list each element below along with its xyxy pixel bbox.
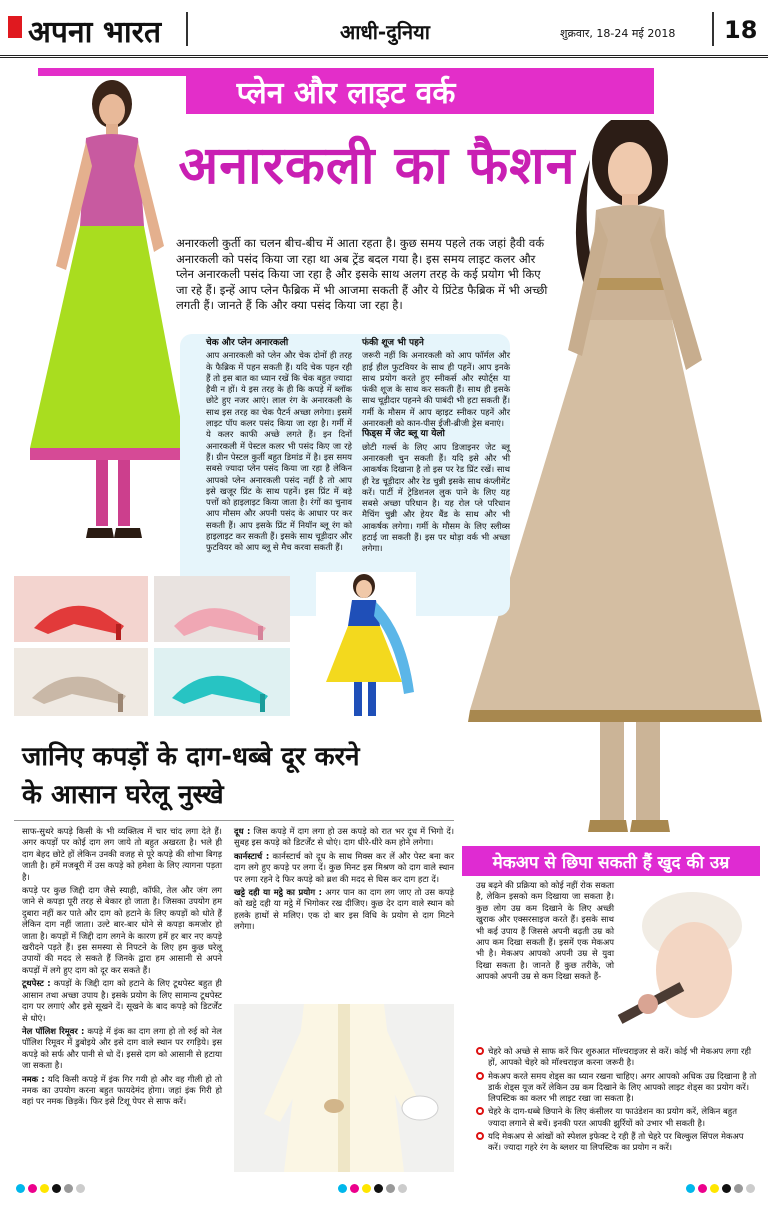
registration-dot — [746, 1184, 755, 1193]
tip-text: कार्नस्टार्च को दूध के साथ मिक्स कर लें और पेस्ट बना कर दाग लगे हुए कपड़े पर लगा दें। कुछ मिनट इस मिश्रण को दाग वाले स्थान पर लगा रहने दे फिर कपड़े को ब्रश की मदद से घिस कर दाग हटा दें। — [234, 850, 454, 884]
stains-tip-cornstarch — [234, 851, 454, 885]
masthead-tag — [8, 16, 22, 38]
makeup-tip-text: यदि मेकअप से आंखों को स्पेशल इफेक्ट दे रही हैं तो चेहरे पर बिल्कुल सिंपल मेकअप करें। ज्यादा गहरे रंग के ब्लशर या लिपस्टिक का प्रयोग न करें। — [488, 1131, 744, 1153]
print-registration-marks — [338, 1184, 407, 1194]
registration-dot — [338, 1184, 347, 1193]
registration-dot — [40, 1184, 49, 1193]
tip-text: जिस कपड़े में दाग लगा हो उस कपड़े को रात भर दूध में भिगो दें। सुबह इस कपड़े को डिटर्जेंट से धोएं। दाग धीरे-धीरे कम होने लगेगा। — [234, 826, 454, 848]
stains-column-2 — [234, 826, 454, 935]
header-divider — [186, 12, 188, 46]
makeup-tip — [476, 1071, 758, 1105]
kicker-text: प्लेन और लाइट वर्क — [236, 75, 456, 111]
tip-label: कार्नस्टार्च : — [234, 850, 270, 861]
print-registration-marks — [686, 1184, 755, 1194]
makeup-tip-text: मेकअप करते समय शेड्स का ध्यान रखना चाहिए। अगर आपको अधिक उम्र दिखाना है तो डार्क शेड्स यूज करें लेकिन उम्र कम दिखाने के लिए आपको लाइट शेड्स का प्रयोग करें। लिपस्टिक का कलर भी लाइट रखा जा सकता है। — [488, 1070, 757, 1104]
registration-dot — [698, 1184, 707, 1193]
tip-label: खट्टे दही या मट्ठे का प्रयोग : — [234, 887, 322, 898]
column-heading: चेक और प्लेन अनारकली — [206, 338, 289, 348]
registration-dot — [374, 1184, 383, 1193]
registration-dot — [398, 1184, 407, 1193]
stains-headline-line-2: के आसान घरेलू नुस्खे — [22, 780, 224, 810]
tip-text: कपड़ों के जिद्दी दाग को हटाने के लिए टूथपेस्ट बहुत ही आसान तथा अच्छा उपाय है। इसके प्रयोग के लिए सामान्य टूथपेस्ट दाग पर लगाएं और इसे सूखने दें। सूखने के बाद कपड़े को डिटर्जेंट से धोएं। — [22, 978, 222, 1023]
section-title: आधी-दुनिया — [340, 20, 430, 44]
registration-dot — [686, 1184, 695, 1193]
page-number: 18 — [724, 16, 758, 44]
registration-dot — [734, 1184, 743, 1193]
makeup-tips-list — [476, 1046, 758, 1156]
column-heading: फंकी शूज भी पहने — [362, 338, 424, 348]
makeup-tip — [476, 1131, 758, 1154]
registration-dot — [350, 1184, 359, 1193]
column-subheading: फिड्स में जेट ब्लू या येलो — [362, 429, 445, 440]
registration-dot — [28, 1184, 37, 1193]
makeup-title: मेकअप से छिपा सकती हैं खुद की उम्र — [462, 846, 760, 876]
stains-paragraph: साफ-सुथरे कपड़े किसी के भी व्यक्तित्व में चार चांद लगा देते हैं। अगर कपड़ों पर कोई दाग लग जाये तो बहुत अखरता है। भले ही दाग बेहद छोटे हों लेकिन उनकी वजह से पूरे कपड़े की शोभा बिगड़ जाती है। हमें मजबूरी में उस कपड़े को हमेशा के लिए त्यागना पड़ता है। — [22, 826, 222, 882]
kids-anarkali-photo — [316, 572, 416, 722]
makeup-tip — [476, 1046, 758, 1069]
bullet-icon — [476, 1132, 484, 1140]
feature-column-1 — [206, 338, 352, 554]
registration-dot — [386, 1184, 395, 1193]
column-text: छोटी गर्ल्स के लिए आप डिजाइनर जेट ब्लू अनारकली चुन सकती हैं। यदि इसे और भी आकर्षक दिखाना है तो इस पर रेड प्रिंट रखें। साथ ही रेड चूड़ीदार और रेड चुन्नी इसके साथ कंप्लीमेंट करें। पार्टी में ट्रेडिशनल लुक पाने के लिए यह सबसे अच्छा परिधान है। यह रोल प्ले परिधान मैचिंग चुन्नी और हेयर बैंड के साथ और भी आकर्षक लगेगा। गर्मी के मौसम के लिए स्लीव्स हटाई जा सकती हैं। इस पर थोड़ा वर्क भी अच्छा लगेगा। — [362, 441, 510, 554]
column-text: जरूरी नहीं कि अनारकली को आप फॉर्मल और हाई हील फुटवियर के साथ ही पहनें। आप इनके साथ प्रयोग करते हुए स्नीकर्स और स्पोर्ट्स या फंकी शूज के साथ कर सकती हैं। साथ ही इसके साथ चूड़ीदार पहनने की पाबंदी भी हटा सकती हैं। गर्मी के मौसम में आप व्हाइट स्नीकर पहनें और अनारकली को कान-पीस ईजी-ब्रीजी ड्रेस बनाएं। — [362, 350, 510, 429]
print-registration-marks — [16, 1184, 85, 1194]
green-anarkali-photo — [26, 76, 186, 546]
makeup-intro: उम्र बढ़ने की प्रक्रिया को कोई नहीं रोक सकता है, लेकिन इसको कम दिखाया जा सकता है। कुछ लोग उम्र कम दिखाने के लिए अच्छी खुराक और एक्सरसाइज करते हैं। इसके साथ भी कई उपाय हैं जिससे अपनी बढ़ती उम्र को आप कम दिखा सकती हैं। इसमें एक मेकअप भी है। मेकअप आपको अपनी उम्र से युवा दिखा सकता है। जानते हैं कुछ तरीके, जो आपको अपनी उम्र से कम दिखा सकते हैं- — [476, 880, 614, 982]
stains-tip-milk — [234, 826, 454, 849]
makeup-tip-text: चेहरे को अच्छे से साफ करें फिर शुरुआत मॉश्चराइजर से करें। कोई भी मेकअप लगा रही हों, आपको चेहरे को मॉश्चराइज करना जरूरी है। — [488, 1046, 752, 1068]
stains-tip-curd — [234, 887, 454, 933]
registration-dot — [362, 1184, 371, 1193]
feature-intro: अनारकली कुर्ती का चलन बीच-बीच में आता रहता है। कुछ समय पहले तक जहां हैवी वर्क अनारकली को पसंद किया जा रहा था अब ट्रेंड बदल गया है। इस समय लाइट कलर और प्लेन अनारकली पसंद किया जा रहा है और इसके साथ अलग तरह के कई प्रयोग भी किए जा रहे हैं। इन्हें आप प्लेन फैब्रिक में भी आजमा सकती हैं और ये प्रिंटेड फैब्रिक में भी अच्छी लगती हैं। जानते हैं कि और क्या पसंद किया जा रहा है। — [176, 236, 548, 312]
stains-tip-salt — [22, 1074, 222, 1108]
tip-text: अगर पान का दाग लग जाए तो उस कपड़े को खट्टे दही या मट्ठे में भिगोकर रख दीजिए। कुछ देर दाग वाले स्थान को हलके हाथों से मलिए। एक दो बार इस विधि के प्रयोग से दाग मिटने लगेगा। — [234, 887, 454, 932]
section-rule — [14, 820, 454, 821]
makeup-tip — [476, 1106, 758, 1129]
issue-date: शुक्रवार, 18-24 मई 2018 — [560, 27, 676, 40]
bullet-icon — [476, 1072, 484, 1080]
registration-dot — [16, 1184, 25, 1193]
stains-paragraph: कपड़े पर कुछ जिद्दी दाग जैसे स्याही, कॉफी, तेल और जंग लग जाने से कपड़ा पूरी तरह से बेकार हो जाता है। जिसका उपयोग हम दुबारा नहीं कर पाते और दाग को हटाने के लिए कपड़ों को धोते हैं लेकिन दाग नहीं जाता। उल्टे बार-बार धोने से कपड़ा कमजोर हो जाता है। कपड़ों में जिद्दी दाग लगने के कारण हमें हर बार नए कपड़े खरीदने पड़ते हैं। इस समस्या से निपटने के लिए हम कुछ घरेलू उपायों की मदद ले सकते हैं जिनके द्वारा हम आसानी से अपने कपड़ों में लगे हुए दाग को दूर कर सकते हैं। — [22, 885, 222, 975]
stains-headline — [22, 738, 442, 814]
bullet-icon — [476, 1107, 484, 1115]
registration-dot — [722, 1184, 731, 1193]
stains-column-1 — [22, 826, 222, 1110]
feature-headline: अनारकली का फैशन — [178, 136, 576, 196]
stained-shirt-photo — [234, 1004, 454, 1172]
stains-tip-toothpaste — [22, 978, 222, 1024]
registration-dot — [710, 1184, 719, 1193]
stains-headline-line-1: जानिए कपड़ों के दाग-धब्बे दूर करने — [22, 742, 360, 772]
page-header — [0, 0, 768, 58]
footwear-collage — [14, 576, 290, 716]
tip-label: नमक : — [22, 1073, 45, 1084]
makeup-tip-text: चेहरे के दाग-धब्बे छिपाने के लिए कंसीलर या फाउंडेशन का प्रयोग करें, लेकिन बहुत ज्यादा लगाने से बचें। इनकी परत आपकी झुर्रियों को उभार भी सकती है। — [488, 1106, 737, 1128]
stains-tip-nailpolish — [22, 1026, 222, 1072]
bullet-icon — [476, 1047, 484, 1055]
tip-label: टूथपेस्ट : — [22, 978, 51, 989]
registration-dot — [52, 1184, 61, 1193]
paper-name: अपना भारत — [28, 15, 162, 50]
header-divider — [712, 12, 714, 46]
registration-dot — [76, 1184, 85, 1193]
feature-column-2 — [362, 338, 510, 555]
tip-text: यदि किसी कपड़े में इंक गिर गयी हो और वह गीली हो तो नमक का उपयोग करना बहुत फायदेमंद होगा। जहां इंक गिरी हो वहां पर नमक छिड़कें। फिर इसे टिशू पेपर से साफ करें। — [22, 1073, 222, 1107]
tip-text: कपड़े में इंक का दाग लगा हो तो रुई को नेल पॉलिश रिमूवर में डुबोइये और इसे दाग वाले स्थान पर रगड़िये। इस कपड़े को सर्फ और पानी से धो दें। इससे दाग को आसानी से हटाया जा सकता है। — [22, 1025, 222, 1071]
makeup-woman-photo — [616, 880, 762, 1036]
column-text: आप अनारकली को प्लेन और चेक दोनों ही तरह के फैब्रिक में पहन सकती हैं। यदि चेक पहन रही हैं तो इस बात का ध्यान रखें कि चेक बहुत ज्यादा हैवी न हों। ये इस तरह के ही कि कपड़े में ब्लॉक छोटे हुए नजर आएं। लाल रंग के अनारकली के साथ इस तरह का चेक पैटर्न अच्छा लगेगा। इसमें लाइट पॉप कलर पसंद किया जा रहा है। गर्मी में ये कलर काफी अच्छे लगते हैं। इन दिनों अनारकली में पेस्टल कलर भी पसंद किए जा रहे हैं। ग्रीन पेस्टल कुर्ती बहुत डिमांड में है। इस समय सबसे ज्यादा प्लेन पसंद किया जा रहा है लेकिन आपको प्लेन अनारकली पसंद नहीं है तो आप इसे खजूर प्रिंट के साथ पहनें। इस प्रिंट में बड़े पत्तों को हाइलाइट किया जाता है। रंगों का चुनाव आप मौसम और अपनी पसंद के आधार पर कर सकती हैं। आप इसके प्रिंट में नियॉन ब्लू रंग को हाइलाइट कर सकती हैं। इसके साथ चूड़ीदार और फुटवियर को आप ब्लू से मैच करवा सकती हैं। — [206, 350, 352, 553]
tip-label: नेल पॉलिश रिमूवर : — [22, 1025, 85, 1036]
registration-dot — [64, 1184, 73, 1193]
tip-label: दूध : — [234, 826, 251, 836]
